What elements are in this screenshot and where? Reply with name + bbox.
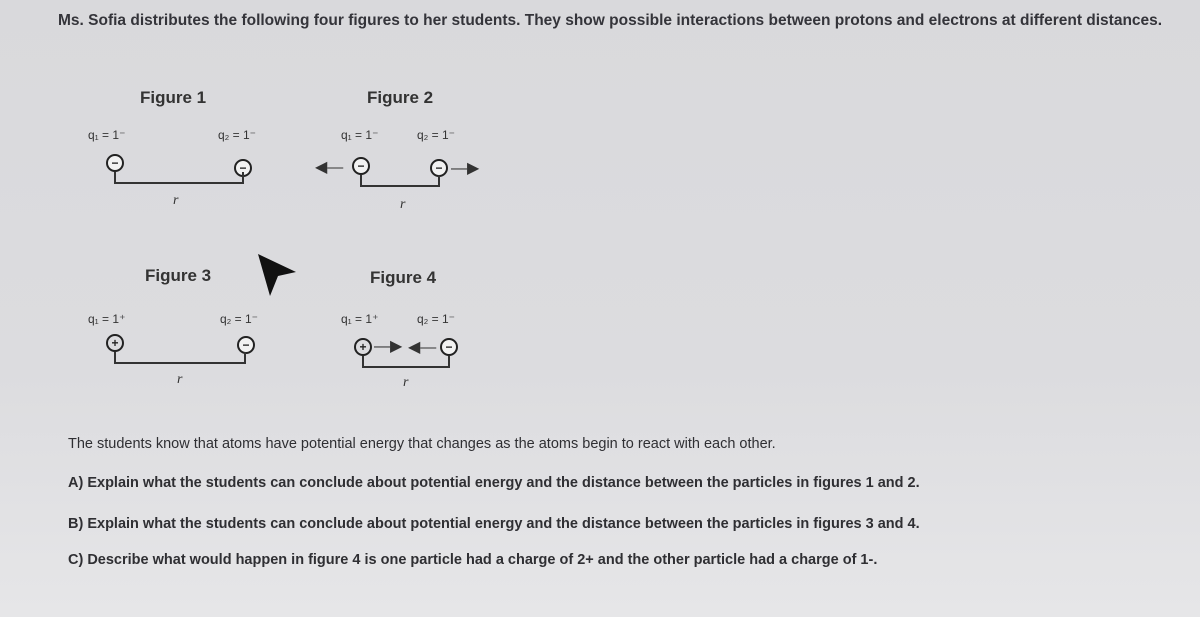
question-a: A) Explain what the students can conclude about potential energy and the distance between the particles in figures 1 and 2. [68,475,920,491]
figure-4-arrow-left-icon: ◀— [408,339,437,356]
figure-4-title: Figure 4 [370,268,437,287]
figure-4-r-label: r [403,375,409,390]
figure-2-distance-line [360,175,440,187]
figure-4-proton: + [354,338,372,356]
figure-2-q2: q₂ = 1⁻ [417,128,456,142]
figure-1-q1: q₁ = 1⁻ [88,128,126,142]
figure-3-electron: − [237,336,255,354]
figure-4-q2: q₂ = 1⁻ [417,312,456,326]
figure-2-q1: q₁ = 1⁻ [341,128,379,142]
figure-2-title: Figure 2 [367,88,434,107]
question-context: The students know that atoms have potential energy that changes as the atoms begin to react with each other. [68,436,776,452]
figure-4-q1: q₁ = 1⁺ [341,312,379,326]
figure-4-electron: − [440,338,458,356]
figure-2-arrow-right-icon: —▶ [451,160,480,177]
figure-1-title: Figure 1 [140,88,207,107]
figure-3-title: Figure 3 [145,266,212,285]
figure-3-q2: q₂ = 1⁻ [220,312,259,326]
figure-3-proton: + [106,334,124,352]
figure-2-arrow-left-icon: ◀— [315,159,344,176]
figure-1-distance-line [114,172,244,184]
figure-2-electron-2: − [430,159,448,177]
mouse-pointer-icon [252,250,300,300]
figure-1-electron-2: − [234,159,252,177]
question-b: B) Explain what the students can conclude about potential energy and the distance between the particles in figures 3 and 4. [68,516,920,532]
figure-3-r-label: r [177,372,183,387]
question-c: C) Describe what would happen in figure 4 is one particle had a charge of 2+ and the other particle had a charge of 1-. [68,552,878,568]
figure-4-distance-line [362,356,450,368]
figure-1-r-label: r [173,193,179,208]
figure-2-r-label: r [400,197,406,212]
figure-3-q1: q₁ = 1⁺ [88,312,126,326]
figure-3-distance-line [114,352,246,364]
figure-4-arrow-right-icon: —▶ [374,338,403,355]
figure-2-electron-1: − [352,157,370,175]
figure-1-electron-1: − [106,154,124,172]
figure-1-q2: q₂ = 1⁻ [218,128,257,142]
intro-text: Ms. Sofia distributes the following four figures to her students. They show possible interactions between protons and electrons at different distances. [58,12,1163,29]
